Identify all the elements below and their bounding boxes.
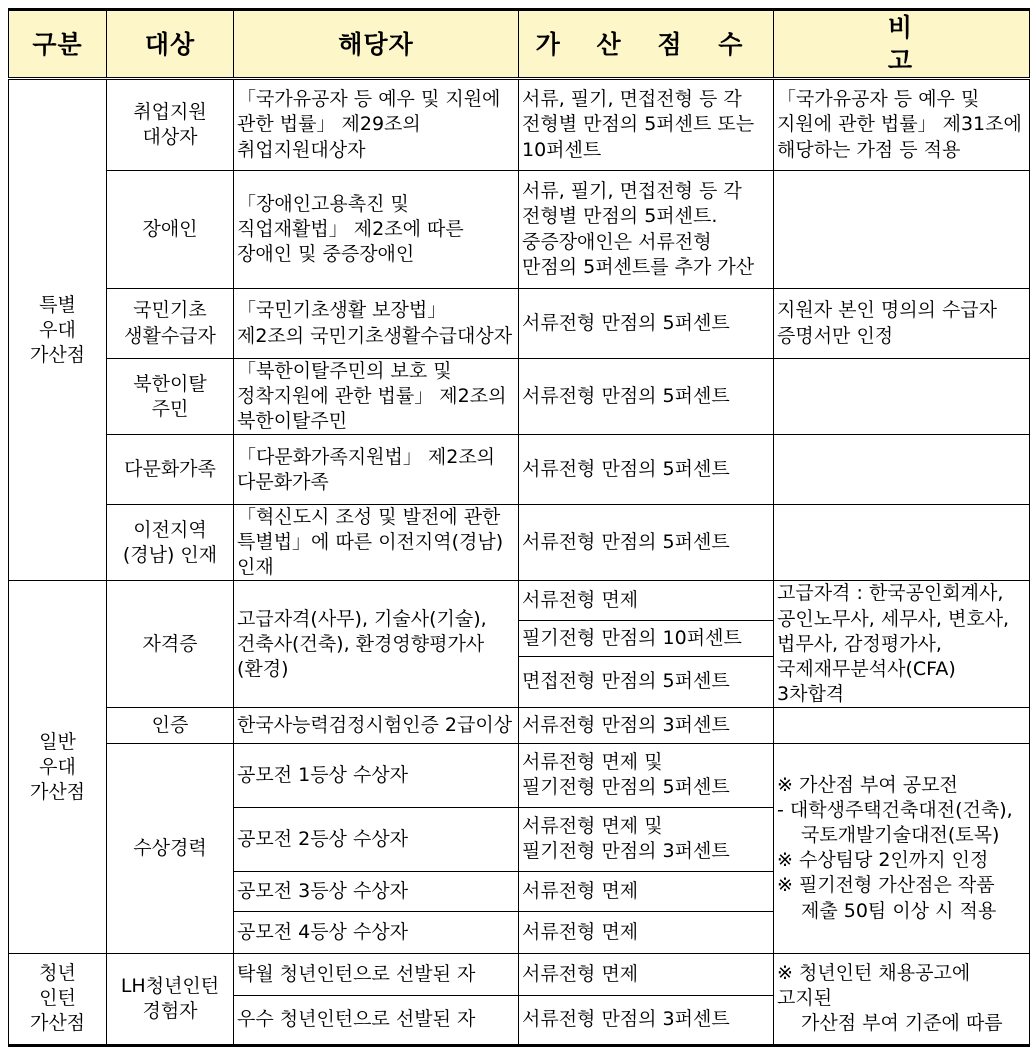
remarks-cell bbox=[774, 953, 1030, 1045]
remarks-cell bbox=[774, 505, 1030, 581]
points-cell: 서류전형 면제 및 필기전형 만점의 3퍼센트 bbox=[519, 807, 774, 871]
bonus-points-table bbox=[8, 8, 1030, 1047]
target-cell: 취업지원 대상자 bbox=[107, 79, 234, 171]
table-row bbox=[9, 435, 1030, 505]
table-row bbox=[9, 581, 1030, 620]
eligible-cell: 「장애인고용촉진 및 직업재활법」 제2조에 따른 장애인 및 중증장애인 bbox=[234, 171, 519, 289]
eligible-cell: 고급자격(사무), 기술사(기술), 건축사(건축), 환경영향평가사(환경) bbox=[234, 581, 519, 707]
points-cell: 면접전형 만점의 5퍼센트 bbox=[519, 656, 774, 707]
target-cell: 수상경력 bbox=[107, 743, 234, 953]
target-cell: LH청년인턴 경험자 bbox=[107, 953, 234, 1045]
eligible-cell: 공모전 4등상 수상자 bbox=[234, 911, 519, 953]
remarks-cell bbox=[774, 171, 1030, 289]
remarks-cell bbox=[774, 359, 1030, 435]
header-row bbox=[9, 10, 1030, 79]
eligible-cell: 우수 청년인턴으로 선발된 자 bbox=[234, 995, 519, 1045]
note-line: ※ 가산점 부여 공모전 bbox=[777, 774, 958, 797]
header-category: 구분 bbox=[9, 10, 107, 79]
note-line: ※ 수상팀당 2인까지 인정 bbox=[777, 849, 989, 872]
remarks-cell bbox=[774, 743, 1030, 953]
eligible-cell: 「국가유공자 등 예우 및 지원에 관한 법률」 제29조의 취업지원대상자 bbox=[234, 79, 519, 171]
remarks-cell: 고급자격 : 한국공인회계사, 공인노무사, 세무사, 변호사, 법무사, 감정평가사, 국제재무분석사(CFA) 3차합격 bbox=[774, 581, 1030, 707]
points-cell: 서류, 필기, 면접전형 등 각 전형별 만점의 5퍼센트 또는 10퍼센트 bbox=[519, 79, 774, 171]
points-cell: 서류전형 만점의 3퍼센트 bbox=[519, 707, 774, 743]
table-row bbox=[9, 289, 1030, 359]
target-cell: 다문화가족 bbox=[107, 435, 234, 505]
header-remarks: 비 고 bbox=[774, 10, 1030, 79]
note-line: 국토개발기술대전(토목) bbox=[801, 824, 1000, 847]
remarks-cell bbox=[774, 435, 1030, 505]
points-cell: 서류전형 면제 및 필기전형 만점의 5퍼센트 bbox=[519, 743, 774, 807]
note-line: ※ 청년인턴 채용공고에 고지된 bbox=[777, 962, 971, 1010]
note-line: 제출 50팀 이상 시 적용 bbox=[801, 899, 997, 922]
points-cell: 서류전형 만점의 5퍼센트 bbox=[519, 289, 774, 359]
target-cell: 이전지역 (경남) 인재 bbox=[107, 505, 234, 581]
eligible-cell: 「혁신도시 조성 및 발전에 관한 특별법」에 따른 이전지역(경남)인재 bbox=[234, 505, 519, 581]
group-special: 특별 우대 가산점 bbox=[9, 79, 107, 581]
eligible-cell: 공모전 2등상 수상자 bbox=[234, 807, 519, 871]
points-cell: 필기전형 만점의 10퍼센트 bbox=[519, 620, 774, 656]
target-cell: 자격증 bbox=[107, 581, 234, 707]
table-row bbox=[9, 79, 1030, 171]
target-cell: 북한이탈 주민 bbox=[107, 359, 234, 435]
points-cell: 서류, 필기, 면접전형 등 각 전형별 만점의 5퍼센트. 중증장애인은 서류전형 만점의 5퍼센트를 추가 가산 bbox=[519, 171, 774, 289]
eligible-cell: 「북한이탈주민의 보호 및 정착지원에 관한 법률」 제2조의 북한이탈주민 bbox=[234, 359, 519, 435]
points-cell: 서류전형 면제 bbox=[519, 871, 774, 911]
points-cell: 서류전형 면제 bbox=[519, 953, 774, 995]
points-cell: 서류전형 면제 bbox=[519, 581, 774, 620]
eligible-cell: 「다문화가족지원법」 제2조의 다문화가족 bbox=[234, 435, 519, 505]
note-line: 가산점 부여 기준에 따름 bbox=[801, 1012, 1003, 1035]
group-general: 일반 우대 가산점 bbox=[9, 581, 107, 953]
points-cell: 서류전형 면제 bbox=[519, 911, 774, 953]
table-row bbox=[9, 707, 1030, 743]
eligible-cell: 「국민기초생활 보장법」 제2조의 국민기초생활수급대상자 bbox=[234, 289, 519, 359]
group-intern: 청년 인턴 가산점 bbox=[9, 953, 107, 1045]
points-cell: 서류전형 만점의 5퍼센트 bbox=[519, 505, 774, 581]
remarks-cell: 지원자 본인 명의의 수급자 증명서만 인정 bbox=[774, 289, 1030, 359]
table-row bbox=[9, 953, 1030, 995]
eligible-cell: 탁월 청년인턴으로 선발된 자 bbox=[234, 953, 519, 995]
remarks-cell: 「국가유공자 등 예우 및 지원에 관한 법률」 제31조에 해당하는 가점 등 적용 bbox=[774, 79, 1030, 171]
note-line: - 대학생주택건축대전(건축), bbox=[777, 799, 1013, 822]
header-eligible: 해당자 bbox=[234, 10, 519, 79]
eligible-cell: 공모전 3등상 수상자 bbox=[234, 871, 519, 911]
eligible-cell: 한국사능력검정시험인증 2급이상 bbox=[234, 707, 519, 743]
target-cell: 장애인 bbox=[107, 171, 234, 289]
target-cell: 국민기초 생활수급자 bbox=[107, 289, 234, 359]
note-line: ※ 필기전형 가산점은 작품 bbox=[777, 874, 995, 897]
eligible-cell: 공모전 1등상 수상자 bbox=[234, 743, 519, 807]
points-cell: 서류전형 만점의 5퍼센트 bbox=[519, 359, 774, 435]
header-points: 가 산 점 수 bbox=[519, 10, 774, 79]
points-cell: 서류전형 만점의 3퍼센트 bbox=[519, 995, 774, 1045]
header-target: 대상 bbox=[107, 10, 234, 79]
remarks-cell bbox=[774, 707, 1030, 743]
target-cell: 인증 bbox=[107, 707, 234, 743]
table-row bbox=[9, 359, 1030, 435]
table-row bbox=[9, 171, 1030, 289]
table-row bbox=[9, 743, 1030, 807]
table-row bbox=[9, 505, 1030, 581]
points-cell: 서류전형 만점의 5퍼센트 bbox=[519, 435, 774, 505]
